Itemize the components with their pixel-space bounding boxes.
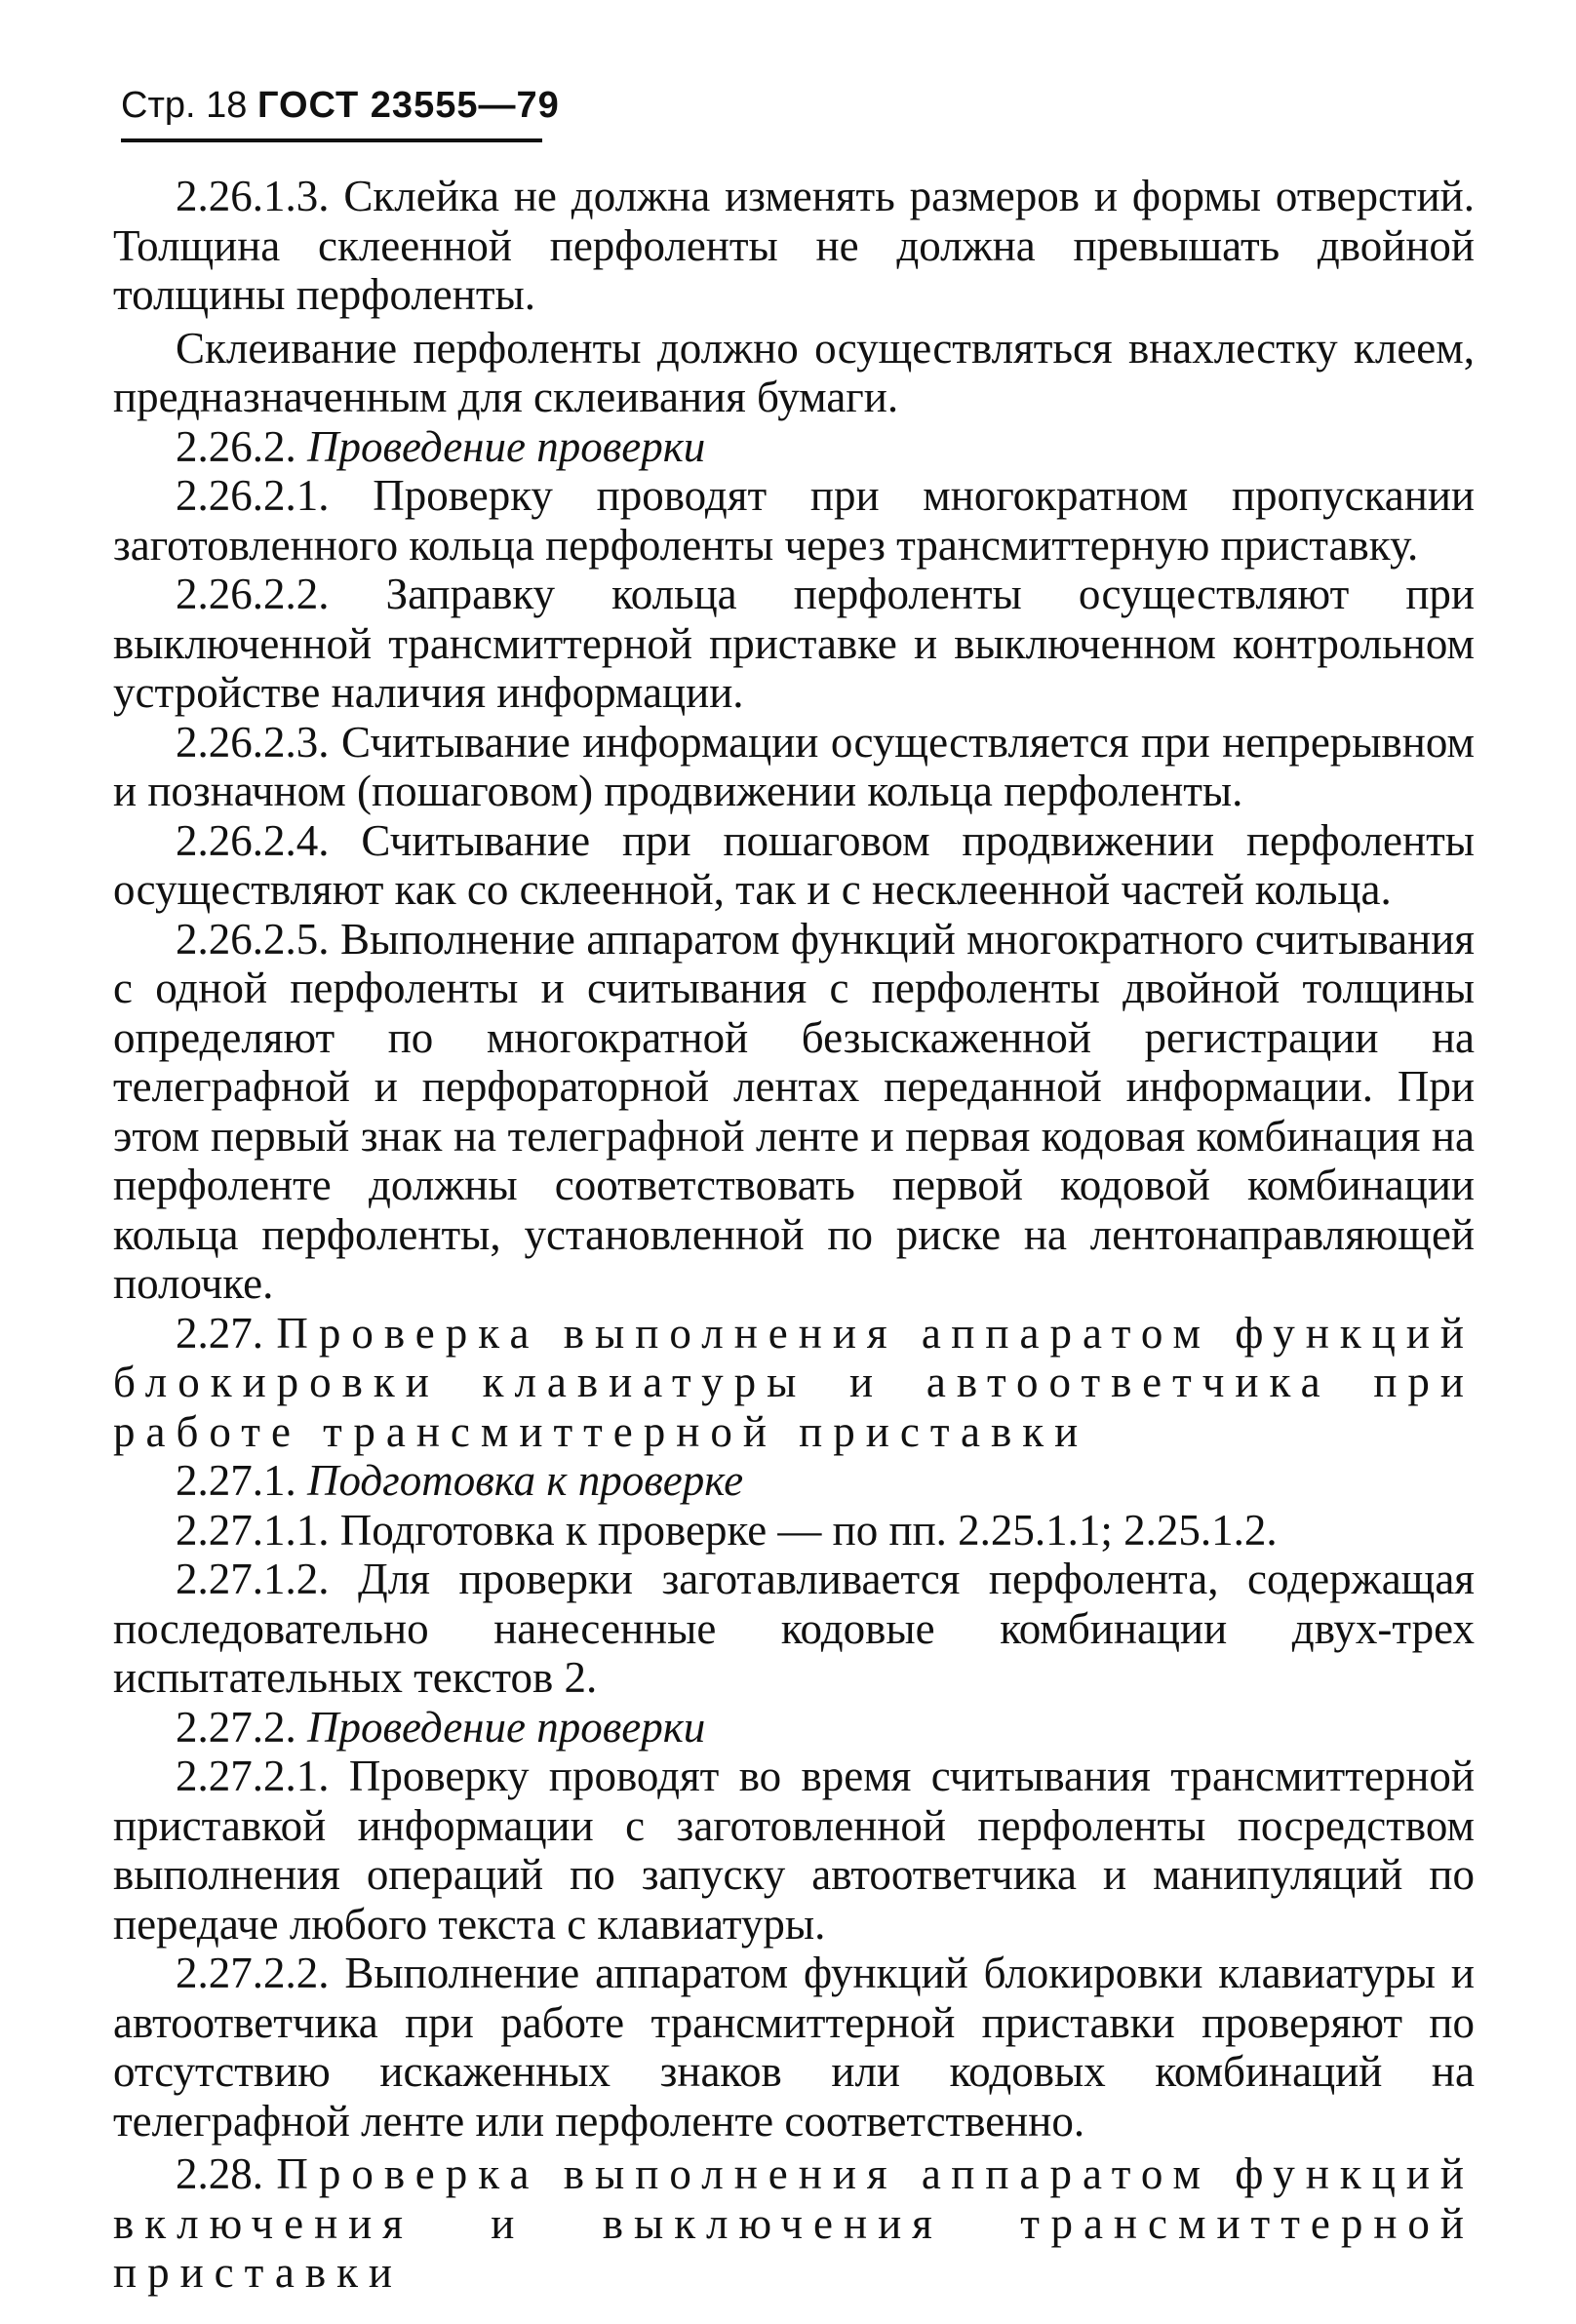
subsection-title: Проведение проверки — [307, 1702, 706, 1752]
subsection-heading-2-27-1 — [113, 1456, 1475, 1506]
section-heading-2-27 — [113, 1309, 1475, 1457]
paragraph-2-26-2-1: 2.26.2.1. Проверку проводят при многократном пропускании заготовленного кольца перфоленты через трансмиттерную приставку. — [113, 471, 1475, 570]
section-heading-2-28 — [113, 2149, 1475, 2298]
paragraph-2-27-2-2: 2.27.2.2. Выполнение аппаратом функций блокировки клавиатуры и автоответчика при работе трансмиттерной приставки проверяют по отсутствию искаженных знаков или кодовых комбинаций на телеграфной ленте или перфоленте соответственно. — [113, 1949, 1475, 2146]
section-number: 2.28. — [176, 2149, 263, 2198]
paragraph-2-26-1-3: 2.26.1.3. Склейка не должна изменять размеров и формы отверстий. Толщина склеенной перфоленты не должна превышать двойной толщины перфоленты. — [113, 172, 1475, 319]
standard-number: ГОСТ 23555—79 — [256, 85, 560, 126]
section-title: Проверка выполнения аппаратом функций блокировки клавиатуры и автоответчика при работе трансмиттерной приставки — [113, 1308, 1475, 1456]
page-header — [121, 84, 560, 127]
paragraph-2-26-2-4: 2.26.2.4. Считывание при пошаговом продвижении перфоленты осуществляют как со склеенной, так и с несклеенной частей кольца. — [113, 815, 1475, 914]
section-number: 2.27. — [176, 1308, 263, 1358]
header-rule — [121, 138, 542, 142]
paragraph-2-26-2-3: 2.26.2.3. Считывание информации осуществляется при непрерывном и позначном (пошаговом) продвижении кольца перфоленты. — [113, 717, 1475, 815]
subsection-heading-2-26-2 — [113, 422, 1475, 472]
paragraph-2-27-1-2: 2.27.1.2. Для проверки заготавливается перфолента, содержащая последовательно нанесенные кодовые комбинации двух-трех испытательных текстов 2. — [113, 1555, 1475, 1702]
page-number: Стр. 18 — [121, 85, 248, 126]
subsection-number: 2.26.2. — [176, 421, 296, 471]
paragraph-gluing: Склеивание перфоленты должно осуществляться внахлестку клеем, предназначенным для склеивания бумаги. — [113, 323, 1475, 421]
paragraph-2-27-1-1: 2.27.1.1. Подготовка к проверке — по пп. 2.25.1.1; 2.25.1.2. — [176, 1505, 1278, 1555]
document-body — [113, 172, 1475, 2298]
subsection-title: Подготовка к проверке — [307, 1456, 744, 1505]
paragraph-2-27-2-1: 2.27.2.1. Проверку проводят во время считывания трансмиттерной приставкой информации с заготовленной перфоленты посредством выполнения операций по запуску автоответчика и манипуляций по передаче любого текста с клавиатуры. — [113, 1752, 1475, 1949]
subsection-number: 2.27.2. — [176, 1702, 296, 1752]
subsection-number: 2.27.1. — [176, 1456, 296, 1505]
paragraph-2-26-2-2: 2.26.2.2. Заправку кольца перфоленты осуществляют при выключенной трансмиттерной приставке и выключенном контрольном устройстве наличия информации. — [113, 570, 1475, 717]
paragraph-2-26-2-5: 2.26.2.5. Выполнение аппаратом функций многократного считывания с одной перфоленты и считывания с перфоленты двойной толщины определяют по многократной безыскаженной регистрации на телеграфной и перфораторной лентах переданной информации. При этом первый знак на телеграфной ленте и первая кодовая комбинация на перфоленте должны соответствовать первой кодовой комбинации кольца перфоленты, установленной по риске на лентонаправляющей полочке. — [113, 914, 1475, 1308]
subsection-heading-2-27-2 — [113, 1703, 1475, 1753]
subsection-title: Проведение проверки — [307, 421, 706, 471]
section-title: Проверка выполнения аппаратом функций включения и выключения трансмиттерной приставки — [113, 2149, 1475, 2297]
